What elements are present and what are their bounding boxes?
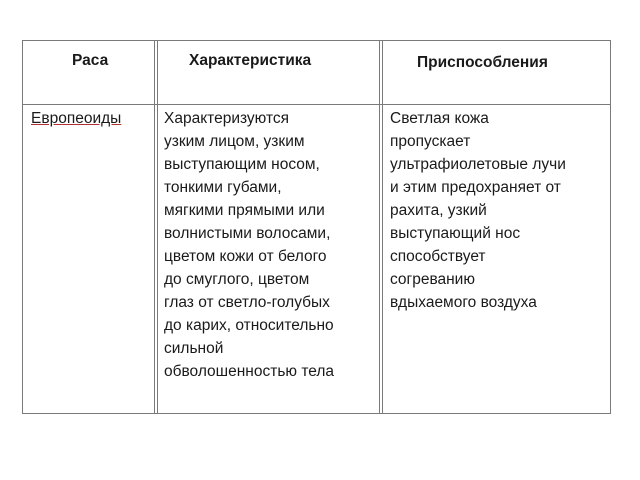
race-table <box>22 40 611 414</box>
column-divider <box>379 41 380 413</box>
header-adaptations: Приспособления <box>417 54 548 71</box>
column-divider <box>382 41 383 413</box>
cell-adaptations <box>390 107 608 314</box>
column-divider <box>154 41 155 413</box>
cell-characteristics <box>164 107 378 383</box>
text-line: ультрафиолетовые лучи <box>390 156 566 173</box>
text-line: волнистыми волосами, <box>164 225 331 242</box>
header-divider <box>23 104 610 105</box>
text-line: тонкими губами, <box>164 179 282 196</box>
text-line: узким лицом, узким <box>164 133 305 150</box>
text-line: Характеризуются <box>164 110 290 127</box>
text-line: рахита, узкий <box>390 202 487 219</box>
header-characteristics: Характеристика <box>189 52 312 69</box>
text-line: способствует <box>390 248 486 265</box>
text-line: до смуглого, цветом <box>164 271 310 288</box>
text-line: выступающий нос <box>390 225 521 242</box>
text-line: цветом кожи от белого <box>164 248 327 265</box>
text-line: выступающим носом, <box>164 156 320 173</box>
column-divider <box>157 41 158 413</box>
text-line: согреванию <box>390 271 475 288</box>
text-line: обволошенностью тела <box>164 363 335 380</box>
text-line: и этим предохраняет от <box>390 179 561 196</box>
text-line: мягкими прямыми или <box>164 202 325 219</box>
text-line: Светлая кожа <box>390 110 489 127</box>
header-race: Раса <box>72 52 109 69</box>
cell-race: Европеоиды <box>31 110 122 127</box>
text-line: вдыхаемого воздуха <box>390 294 537 311</box>
text-line: пропускает <box>390 133 471 150</box>
text-line: до карих, относительно <box>164 317 334 334</box>
text-line: глаз от светло-голубых <box>164 294 330 311</box>
text-line: сильной <box>164 340 224 357</box>
